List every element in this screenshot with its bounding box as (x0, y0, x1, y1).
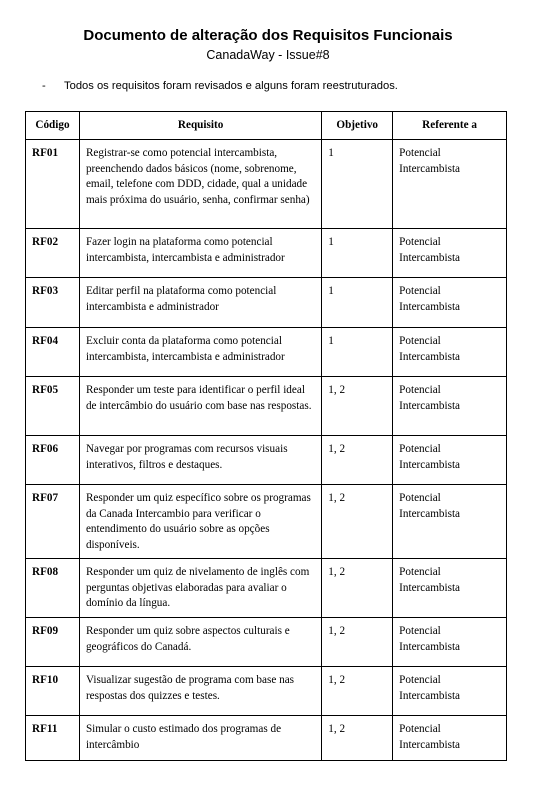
table-row (26, 377, 507, 436)
note-text: Todos os requisitos foram revisados e alguns foram reestruturados. (64, 80, 398, 92)
cell-refers-to: Potencial Intercambista (393, 377, 507, 436)
table-row (26, 618, 507, 667)
table-row (26, 716, 507, 761)
cell-code: RF02 (26, 229, 80, 278)
table-row (26, 436, 507, 485)
cell-code: RF08 (26, 559, 80, 618)
revision-note (42, 79, 398, 94)
cell-objective: 1, 2 (322, 377, 393, 436)
cell-code: RF03 (26, 278, 80, 328)
note-bullet: - (42, 80, 46, 92)
cell-objective: 1 (322, 328, 393, 377)
table-row (26, 229, 507, 278)
cell-objective: 1, 2 (322, 667, 393, 716)
cell-requirement: Responder um quiz específico sobre os programas da Canada Intercambio para verificar o entendimento do usuário sobre as opções disponíveis. (79, 485, 321, 559)
cell-requirement: Editar perfil na plataforma como potencial intercambista e administrador (79, 278, 321, 328)
cell-requirement: Simular o custo estimado dos programas de intercâmbio (79, 716, 321, 761)
cell-refers-to: Potencial Intercambista (393, 559, 507, 618)
cell-refers-to: Potencial Intercambista (393, 618, 507, 667)
cell-requirement: Fazer login na plataforma como potencial intercambista, intercambista e administrador (79, 229, 321, 278)
cell-code: RF07 (26, 485, 80, 559)
cell-objective: 1, 2 (322, 485, 393, 559)
cell-requirement: Responder um teste para identificar o perfil ideal de intercâmbio do usuário com base nas respostas. (79, 377, 321, 436)
table-row (26, 278, 507, 328)
document-title: Documento de alteração dos Requisitos Funcionais (83, 27, 453, 44)
cell-refers-to: Potencial Intercambista (393, 328, 507, 377)
cell-objective: 1 (322, 140, 393, 229)
cell-objective: 1 (322, 278, 393, 328)
header-code: Código (26, 112, 80, 140)
cell-objective: 1 (322, 229, 393, 278)
cell-code: RF10 (26, 667, 80, 716)
cell-refers-to: Potencial Intercambista (393, 716, 507, 761)
cell-refers-to: Potencial Intercambista (393, 229, 507, 278)
cell-code: RF05 (26, 377, 80, 436)
cell-objective: 1, 2 (322, 436, 393, 485)
header-refers-to: Referente a (393, 112, 507, 140)
header-objective: Objetivo (322, 112, 393, 140)
cell-requirement: Responder um quiz de nivelamento de inglês com perguntas objetivas elaboradas para avaliar o domínio da língua. (79, 559, 321, 618)
cell-objective: 1, 2 (322, 559, 393, 618)
table-header-row (26, 112, 507, 140)
table-row (26, 667, 507, 716)
cell-objective: 1, 2 (322, 618, 393, 667)
table-row (26, 485, 507, 559)
cell-requirement: Responder um quiz sobre aspectos culturais e geográficos do Canadá. (79, 618, 321, 667)
cell-code: RF09 (26, 618, 80, 667)
header-requirement: Requisito (79, 112, 321, 140)
cell-refers-to: Potencial Intercambista (393, 140, 507, 229)
table-row (26, 328, 507, 377)
cell-requirement: Excluir conta da plataforma como potencial intercambista, intercambista e administrador (79, 328, 321, 377)
cell-requirement: Registrar-se como potencial intercambista, preenchendo dados básicos (nome, sobrenome, email, telefone com DDD, cidade, qual a unidade mais próxima do usuário, senha, confirmar senha) (79, 140, 321, 229)
cell-refers-to: Potencial Intercambista (393, 278, 507, 328)
cell-refers-to: Potencial Intercambista (393, 436, 507, 485)
requirements-table (25, 111, 507, 761)
cell-refers-to: Potencial Intercambista (393, 485, 507, 559)
cell-code: RF01 (26, 140, 80, 229)
cell-requirement: Navegar por programas com recursos visuais interativos, filtros e destaques. (79, 436, 321, 485)
cell-objective: 1, 2 (322, 716, 393, 761)
table-row (26, 140, 507, 229)
cell-code: RF06 (26, 436, 80, 485)
table-row (26, 559, 507, 618)
cell-refers-to: Potencial Intercambista (393, 667, 507, 716)
cell-requirement: Visualizar sugestão de programa com base nas respostas dos quizzes e testes. (79, 667, 321, 716)
cell-code: RF04 (26, 328, 80, 377)
document-subtitle: CanadaWay - Issue#8 (206, 48, 330, 62)
cell-code: RF11 (26, 716, 80, 761)
